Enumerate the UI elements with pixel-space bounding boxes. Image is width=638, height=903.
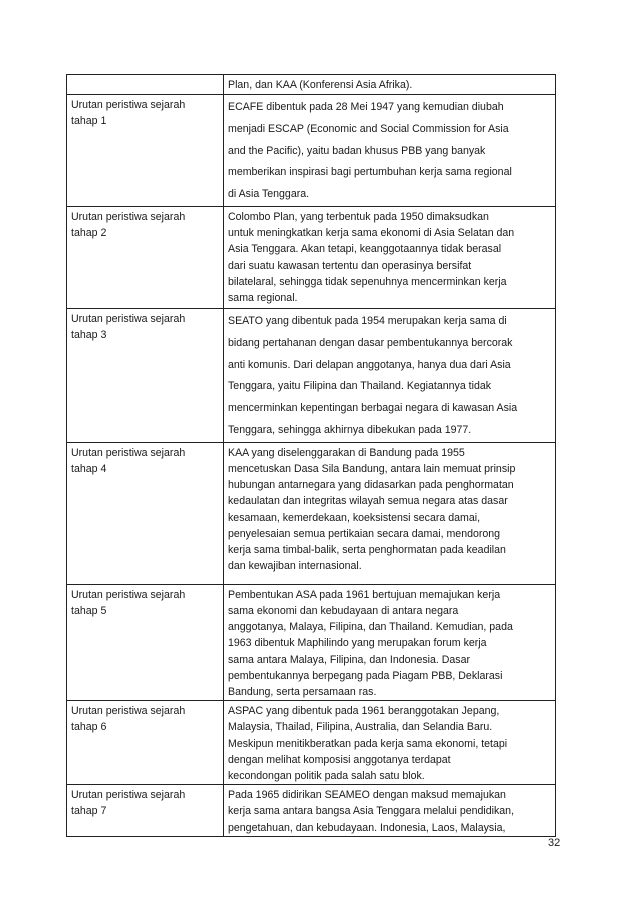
stage-number: tahap 5 — [71, 604, 107, 617]
event-line: and the Pacific), yaitu badan khusus PBB yang banyak — [228, 144, 486, 157]
event-line: Malaysia, Thailad, Filipina, Australia, dan Selandia Baru. — [228, 721, 493, 734]
stage-number: tahap 1 — [71, 115, 107, 127]
event-line: dari suatu kawasan tertentu dan operasinya bersifat — [228, 259, 472, 272]
event-line: 1963 dibentuk Maphilindo yang merupakan forum kerja — [228, 637, 487, 650]
event-line: Pembentukan ASA pada 1961 bertujuan memajukan kerja — [228, 588, 501, 601]
stage-label: Urutan peristiwa sejarah — [71, 312, 186, 325]
event-cell — [224, 584, 556, 700]
event-line: anti komunis. Dari delapan anggotanya, hanya dua dari Asia — [228, 358, 511, 371]
event-line: Pada 1965 didirikan SEAMEO dengan maksud memajukan — [228, 789, 506, 802]
event-line: hubungan antarnegara yang didasarkan pada penghormatan — [228, 479, 514, 492]
event-line: memberikan inspirasi bagi pertumbuhan kerja sama regional — [228, 166, 512, 179]
stage-number: tahap 2 — [71, 226, 107, 239]
event-line: dengan melihat komposisi anggotanya terdapat — [228, 753, 451, 766]
event-line: penyelesaian semua pertikaian secara damai, mendorong — [228, 527, 501, 540]
stage-cell — [67, 206, 224, 308]
stage-label: Urutan peristiwa sejarah — [71, 446, 186, 459]
table-row — [67, 308, 556, 442]
stage-label: Urutan peristiwa sejarah — [71, 210, 186, 223]
event-line: mencetuskan Dasa Sila Bandung, antara lain memuat prinsip — [228, 462, 516, 475]
event-line: kerja sama antara bangsa Asia Tenggara melalui pendidikan, — [228, 805, 515, 818]
event-line: kesamaan, kemerdekaan, koeksistensi secara damai, — [228, 511, 481, 524]
event-line: Plan, dan KAA (Konferensi Asia Afrika). — [228, 79, 413, 91]
stage-cell — [67, 701, 224, 785]
event-line: mencerminkan kepentingan berbagai negara di kawasan Asia — [228, 402, 518, 415]
table-row — [67, 701, 556, 785]
event-line: Meskipun menitikberatkan pada kerja sama ekonomi, tetapi — [228, 737, 508, 750]
stage-number: tahap 3 — [71, 328, 107, 341]
stage-cell — [67, 308, 224, 442]
event-line: Bandung, serta persamaan ras. — [228, 685, 377, 698]
event-cell — [224, 95, 556, 207]
event-line: kedaulatan dan integritas wilayah semua negara atas dasar — [228, 495, 508, 508]
event-line: Asia Tenggara. Akan tetapi, keanggotaannya tidak berasal — [228, 243, 502, 256]
table-row — [67, 206, 556, 308]
event-line: bilatelaral, sehingga tidak sepenuhnya mencerminkan kerja — [228, 275, 507, 288]
event-line: SEATO yang dibentuk pada 1954 merupakan kerja sama di — [228, 314, 507, 327]
stage-label: Urutan peristiwa sejarah — [71, 789, 186, 802]
stage-label: Urutan peristiwa sejarah — [71, 705, 186, 718]
stage-cell — [67, 95, 224, 207]
stage-cell-empty — [67, 75, 224, 95]
event-cell — [224, 442, 556, 584]
table-row — [67, 785, 556, 837]
event-line: kecondongan politik pada salah satu blok. — [228, 770, 425, 782]
event-line: kerja sama timbal-balik, serta penghormatan pada keadilan — [228, 543, 506, 556]
event-line: sama regional. — [228, 292, 298, 304]
event-cell-continuation — [224, 75, 556, 95]
event-line: ECAFE dibentuk pada 28 Mei 1947 yang kemudian diubah — [228, 101, 504, 113]
event-line: sama ekonomi dan kebudayaan di antara negara — [228, 604, 459, 617]
event-line: bidang pertahanan dengan dasar pembentukannya bercorak — [228, 336, 513, 349]
event-cell — [224, 701, 556, 785]
table-row — [67, 584, 556, 700]
event-cell — [224, 206, 556, 308]
event-line: anggotanya, Malaya, Filipina, dan Thailand. Kemudian, pada — [228, 621, 513, 634]
stage-number: tahap 6 — [71, 721, 107, 734]
table-row-continuation — [67, 75, 556, 95]
stage-cell — [67, 785, 224, 837]
event-line: di Asia Tenggara. — [228, 188, 310, 201]
event-cell — [224, 785, 556, 837]
event-line: Tenggara, yaitu Filipina dan Thailand. Kegiatannya tidak — [228, 380, 492, 393]
event-line: sama antara Malaya, Filipina, dan Indonesia. Dasar — [228, 653, 471, 666]
stage-label: Urutan peristiwa sejarah — [71, 588, 186, 601]
event-cell — [224, 308, 556, 442]
stage-cell — [67, 442, 224, 584]
stage-cell — [67, 584, 224, 700]
event-line: pengetahuan, dan kebudayaan. Indonesia, Laos, Malaysia, — [228, 821, 506, 834]
table-row — [67, 95, 556, 207]
stage-number: tahap 7 — [71, 805, 107, 818]
event-line: untuk meningkatkan kerja sama ekonomi di Asia Selatan dan — [228, 227, 515, 240]
event-line: Tenggara, sehingga akhirnya dibekukan pada 1977. — [228, 423, 472, 436]
stage-number: tahap 4 — [71, 462, 107, 475]
page-number: 32 — [548, 837, 561, 849]
event-line: pembentukannya berpegang pada Piagam PBB, Deklarasi — [228, 669, 503, 682]
event-line: KAA yang diselenggarakan di Bandung pada 1955 — [228, 446, 465, 459]
stage-label: Urutan peristiwa sejarah — [71, 99, 186, 111]
event-line: dan kewajiban internasional. — [228, 560, 362, 573]
event-line: ASPAC yang dibentuk pada 1961 beranggotakan Jepang, — [228, 705, 500, 718]
events-table — [66, 74, 556, 837]
table-row — [67, 442, 556, 584]
event-line: Colombo Plan, yang terbentuk pada 1950 dimaksudkan — [228, 210, 489, 223]
event-line: menjadi ESCAP (Economic and Social Commission for Asia — [228, 122, 509, 135]
